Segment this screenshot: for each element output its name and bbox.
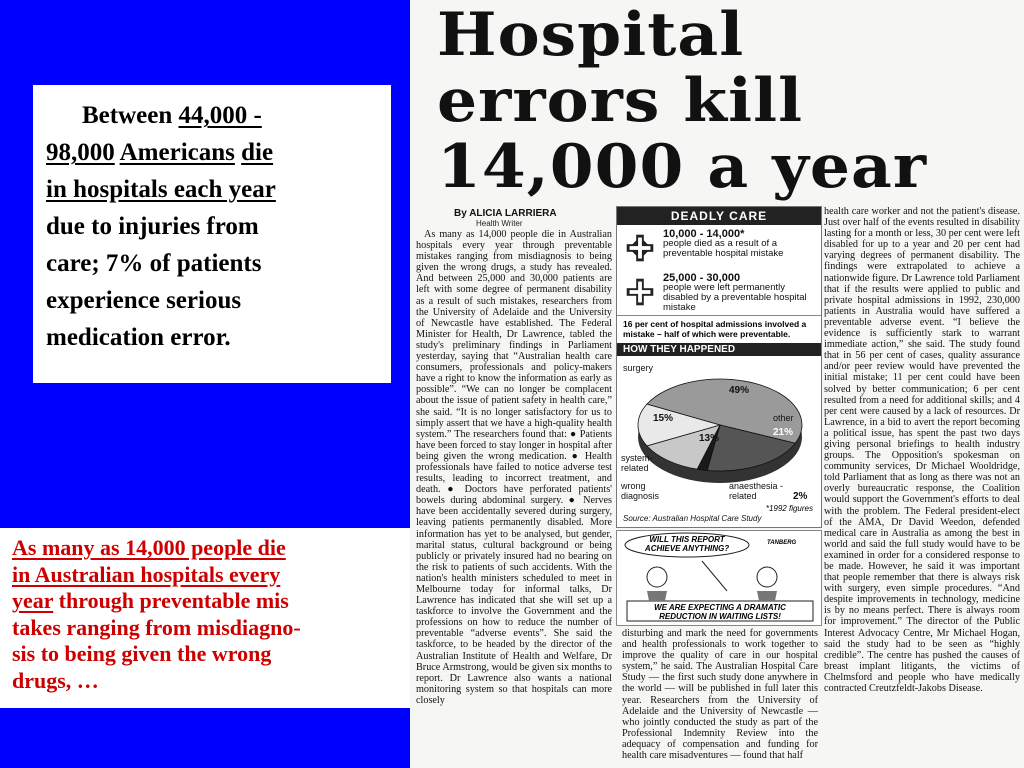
stat-value: 25,000 - 30,000 <box>663 272 741 284</box>
pie-value-surgery: 49% <box>729 385 750 396</box>
headline <box>437 2 1024 200</box>
headline-line: errors kill <box>437 66 804 136</box>
stat-value: 10,000 - 14,000* <box>663 228 745 240</box>
quote-die: die <box>241 139 274 166</box>
quote-line: medication error. <box>46 324 231 351</box>
quote-americans: Americans <box>119 139 235 166</box>
statistic-quote-box <box>33 85 391 383</box>
excerpt-line: through preventable mis <box>53 588 289 613</box>
graphic-source: Source: Australian Hospital Care Study <box>623 514 762 523</box>
quote-line: due to injuries from <box>46 213 259 240</box>
article-column-3 <box>824 206 1020 768</box>
quote-line: experience serious <box>46 287 242 314</box>
stat-disabled <box>617 269 821 315</box>
pie-label-system: system-related <box>621 453 653 473</box>
excerpt-line: As many as 14,000 people die <box>12 535 286 560</box>
cartoon-speech-bubble: WILL THIS REPORT ACHIEVE ANYTHING? <box>644 535 730 553</box>
excerpt-line: takes ranging from misdiagno- <box>12 614 301 640</box>
pie-title: HOW THEY HAPPENED <box>617 343 821 356</box>
admissions-note: 16 per cent of hospital admissions involved a mistake – half of which were preventable. <box>617 315 821 343</box>
excerpt-line: drugs, … <box>12 667 99 693</box>
byline-role: Health Writer <box>476 219 523 228</box>
excerpt-line: sis to being given the wrong <box>12 641 272 666</box>
excerpt-quote-box <box>0 528 420 708</box>
stat-text: people died as a result of a preventable hospital mistake <box>663 238 784 259</box>
stat-text: people were left permanently disabled by a preventable hospital mistake <box>663 282 807 313</box>
pie-label-other: other <box>773 413 794 423</box>
headline-line: 14,000 a year <box>437 132 928 202</box>
article-text: disturbing and mark the need for governments and health professionals to work together to improve the quality of care in our hospital system,” he said. The Australian Hospital Care Study — the first such study done anywhere in the world — will be published in full later this year. Researchers from the University of Adelaide and the University of Newcastle — who jointly conducted the study as part of the Professional Indemnity Review into the adequacy of compensation and funding for health care misadventures — found that half <box>622 628 818 762</box>
stat-deaths <box>617 225 821 269</box>
quote-line: care; 7% of patients <box>46 250 262 277</box>
graphic-title: DEADLY CARE <box>617 207 821 225</box>
figures-note: *1992 figures <box>765 504 813 513</box>
medical-cross-icon <box>621 273 659 311</box>
article-text: health care worker and not the patient's disease. Just over half of the events resulted in disability lasting for a month or less, 30 per cent were left disabled for up to a year and 20 per cent had varying degrees of permanent disability. The findings were extrapolated to achieve a nationwide figure. Dr Lawrence told Parliament that if the results were applied to public and private hospital admissions in 1992, 230,000 patients in Australia would have suffered a preventable adverse event. “I believe the evidence is sufficiently stark to warrant immediate action,” she said. The study found that in 56 per cent of cases, quality assurance and/or peer review would have prevented the initial mistake; 11 per cent could have been solved by better communication; 6 per cent resulted from a need for additional skills; and 4 per cent were caused by a lack of resources. Dr Lawrence, in a bid to avert the report becoming a political issue, has spent the past two days giving personal briefings to health industry groups. The Opposition's spokesman on community services, Dr Michael Wooldridge, told Parliament that as long as there was not an overly bureaucratic response, the Coalition would support the Government's efforts to deal with the problem. The Federal president-elect of the AMA, Dr David Weedon, defended medical care in Australia as among the best in world and said the full study would have to be examined in order for a considered response to be made. However, he said it was important that people remember that there is always risk with surgery, even simple procedures. “And despite improvements in technology, medicine is by no means perfect. There is always room for improvement.” The director of the Public Interest Advocacy Centre, Mr Michael Hogan, said the study had to be seen as “highly credible”. The centre has pushed the causes of breast implant litigants, the victims of Chelmsford and people who have medically contracted Creutzfeldt-Jakobs Disease. <box>824 206 1020 695</box>
byline: By ALICIA LARRIERA <box>454 208 557 219</box>
excerpt-line: year <box>12 588 54 613</box>
quote-range-start: 44,000 - <box>178 102 262 129</box>
quote-hospitals: in hospitals each year <box>46 176 276 203</box>
deadly-care-graphic <box>616 206 822 528</box>
cartoon-speech-bubble: WE ARE EXPECTING A DRAMATIC REDUCTION IN WAITING LISTS! <box>654 603 786 621</box>
pie-value-anaesthesia: 2% <box>793 491 808 502</box>
pie-label-diagnosis: wrong diagnosis <box>621 481 660 501</box>
editorial-cartoon <box>616 530 822 626</box>
pie-label-anaesthesia: anaesthesia - related <box>729 481 784 501</box>
newspaper-clipping <box>410 0 1024 768</box>
article-text: As many as 14,000 people die in Australian hospitals every year through preventable mistakes ranging from misdiagnosis to being given the wrong drugs, a study has revealed. And between 25,000 and 30,000 patients are left with some degree of permanent disability as a result of such mistakes, researchers from the University of Adelaide and the University of Newcastle have established. The Federal Minister for Health, Dr Lawrence, tabled the study's preliminary findings in Parliament yesterday, saying that “Australian health care consumers, professionals and policy-makers have a right to know the information as early as possible”. “We can no longer be complacent about the issue of patient safety in health care,” she said. “It is no longer satisfactory for us to simply assert that we have a high-quality health system.” The researchers found that: ● Patients have been forced to stay longer in hospital after being given the wrong medication. ● Health professionals have failed to notice adverse test results, leading to incorrect treatment, and death. ● Doctors have perforated patients' bowels during abdominal surgery. ● Nerves have been accidentally severed during surgery, leaving patients permanently disabled. More information has yet to be analysed, but gender, marital status, cultural background or being publicly or privately insured had no bearing on the risk to patients of such accidents. With the nation's health ministers scheduled to meet in Melbourne today for informal talks, Dr Lawrence has indicated that she will set up a taskforce to involve the Government and the professions on how to reduce the number of preventable “adverse events”. She said the taskforce, to be headed by the director of the Australian Institute of Health and Welfare, Dr Bruce Armstrong, would be given six months to report. Dr Lawrence also wants a national monitoring system so that hospitals can more closely <box>416 229 612 706</box>
article-column-1 <box>416 229 612 768</box>
article-column-2 <box>622 628 818 768</box>
pie-value-other: 21% <box>773 427 794 438</box>
quote-word: Between <box>82 102 173 129</box>
pie-value-diagnosis: 13% <box>699 433 720 444</box>
pie-value-system: 15% <box>653 413 674 424</box>
pie-label-surgery: surgery <box>623 363 654 373</box>
excerpt-line: in Australian hospitals every <box>12 561 281 587</box>
quote-range-end: 98,000 <box>46 139 115 166</box>
headline-line: Hospital <box>437 0 745 70</box>
cartoon-signature: TANBERG <box>767 540 797 546</box>
medical-cross-icon <box>621 229 659 267</box>
